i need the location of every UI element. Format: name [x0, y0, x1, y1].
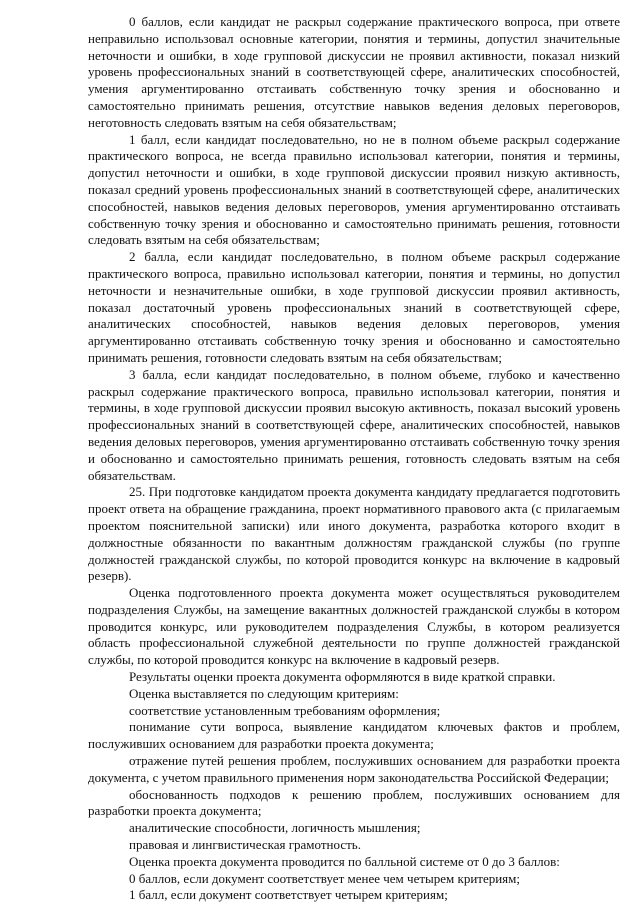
paragraph-score-2-oral: 2 балла, если кандидат последовательно, в полном объеме раскрыл содержание практического вопроса, правильно использовал категории, понятия и термины, но допустил неточности и незначительные ошибки, в ходе групповой дискуссии проявил активность, показал достаточный уровень профессиональных знаний в соответствующей сфере, аналитических способностей, навыков ведения деловых переговоров, умения аргументированно отстаивать собственную точку зрения и обоснованно и самостоятельно принимать решения, готовности следовать взятым на себя обязательствам; [88, 249, 620, 365]
paragraph-score-0-oral: 0 баллов, если кандидат не раскрыл содержание практического вопроса, при ответе неправильно использовал основные категории, понятия и термины, допустил значительные неточности и ошибки, в ходе групповой дискуссии не проявил активности, показал низкий уровень профессиональных знаний в соответствующей сфере, аналитических способностей, умения аргументированно отстаивать собственную точку зрения и обоснованно и самостоятельно принимать решения, отсутствие навыков ведения деловых переговоров, неготовность следовать взятым на себя обязательствам; [88, 14, 620, 130]
criterion-solutions: отражение путей решения проблем, послуживших основанием для разработки проекта документа, с учетом правильного применения норм законодательства Российской Федерации; [88, 753, 620, 785]
paragraph-evaluation-who: Оценка подготовленного проекта документа может осуществляться руководителем подразделения Службы, на замещение вакантных должностей гражданской службы в котором проводится конкурс, или руководителем подразделения Службы, в котором реализуется область профессиональной служебной деятельности по группе должностей гражданской службы, по которой проводится конкурс на включение в кадровый резерв. [88, 585, 620, 668]
paragraph-score-1-oral: 1 балл, если кандидат последовательно, но не в полном объеме раскрыл содержание практического вопроса, не всегда правильно использовал категории, понятия и термины, допустил неточности и ошибки, в ходе групповой дискуссии проявил низкую активность, показал средний уровень профессиональных знаний в соответствующей сфере, аналитических способностей, навыков ведения деловых переговоров, умения аргументированно отстаивать собственную точку зрения и обоснованно и самостоятельно принимать решения, готовности следовать взятым на себя обязательствам; [88, 131, 620, 248]
paragraph-item-25: 25. При подготовке кандидатом проекта документа кандидату предлагается подготовить проект ответа на обращение гражданина, проект нормативного правового акта (с прилагаемым проектом пояснительной записки) или иного документа, разработка которого входит в должностные обязанности по вакантным должностям гражданской службы (по группе должностей гражданской службы, по которой проводится конкурс на включение в кадровый резерв). [88, 484, 620, 584]
criterion-formatting: соответствие установленным требованиям оформления; [129, 702, 441, 718]
paragraph-score-3-oral: 3 балла, если кандидат последовательно, в полном объеме, глубоко и качественно раскрыл содержание практического вопроса, правильно использовал категории, понятия и термины, в ходе групповой дискуссии проявил высокую активность, показал высокий уровень профессиональных знаний в соответствующей сфере, аналитических способностей, навыков ведения деловых переговоров, умения аргументированно отстаивать собственную точку зрения и обоснованно и самостоятельно принимать решения, готовность следовать взятым на себя обязательствам. [88, 366, 620, 483]
criterion-understanding: понимание сути вопроса, выявление кандидатом ключевых фактов и проблем, послуживших основанием для разработки проекта документа; [88, 719, 620, 752]
criterion-justification: обоснованность подходов к решению проблем, послуживших основанием для разработки проекта документа; [88, 786, 620, 819]
paragraph-score-1-document: 1 балл, если документ соответствует четырем критериям; [129, 887, 448, 903]
paragraph-score-0-document: 0 баллов, если документ соответствует менее чем четырем критериям; [129, 870, 521, 886]
criterion-literacy: правовая и лингвистическая грамотность. [129, 837, 361, 853]
criterion-analytics: аналитические способности, логичность мышления; [129, 820, 421, 836]
paragraph-scoring-scale: Оценка проекта документа проводится по балльной системе от 0 до 3 баллов: [129, 853, 560, 869]
paragraph-results-note: Результаты оценки проекта документа оформляются в виде краткой справки. [129, 669, 556, 685]
paragraph-criteria-intro: Оценка выставляется по следующим критериям: [129, 685, 399, 701]
